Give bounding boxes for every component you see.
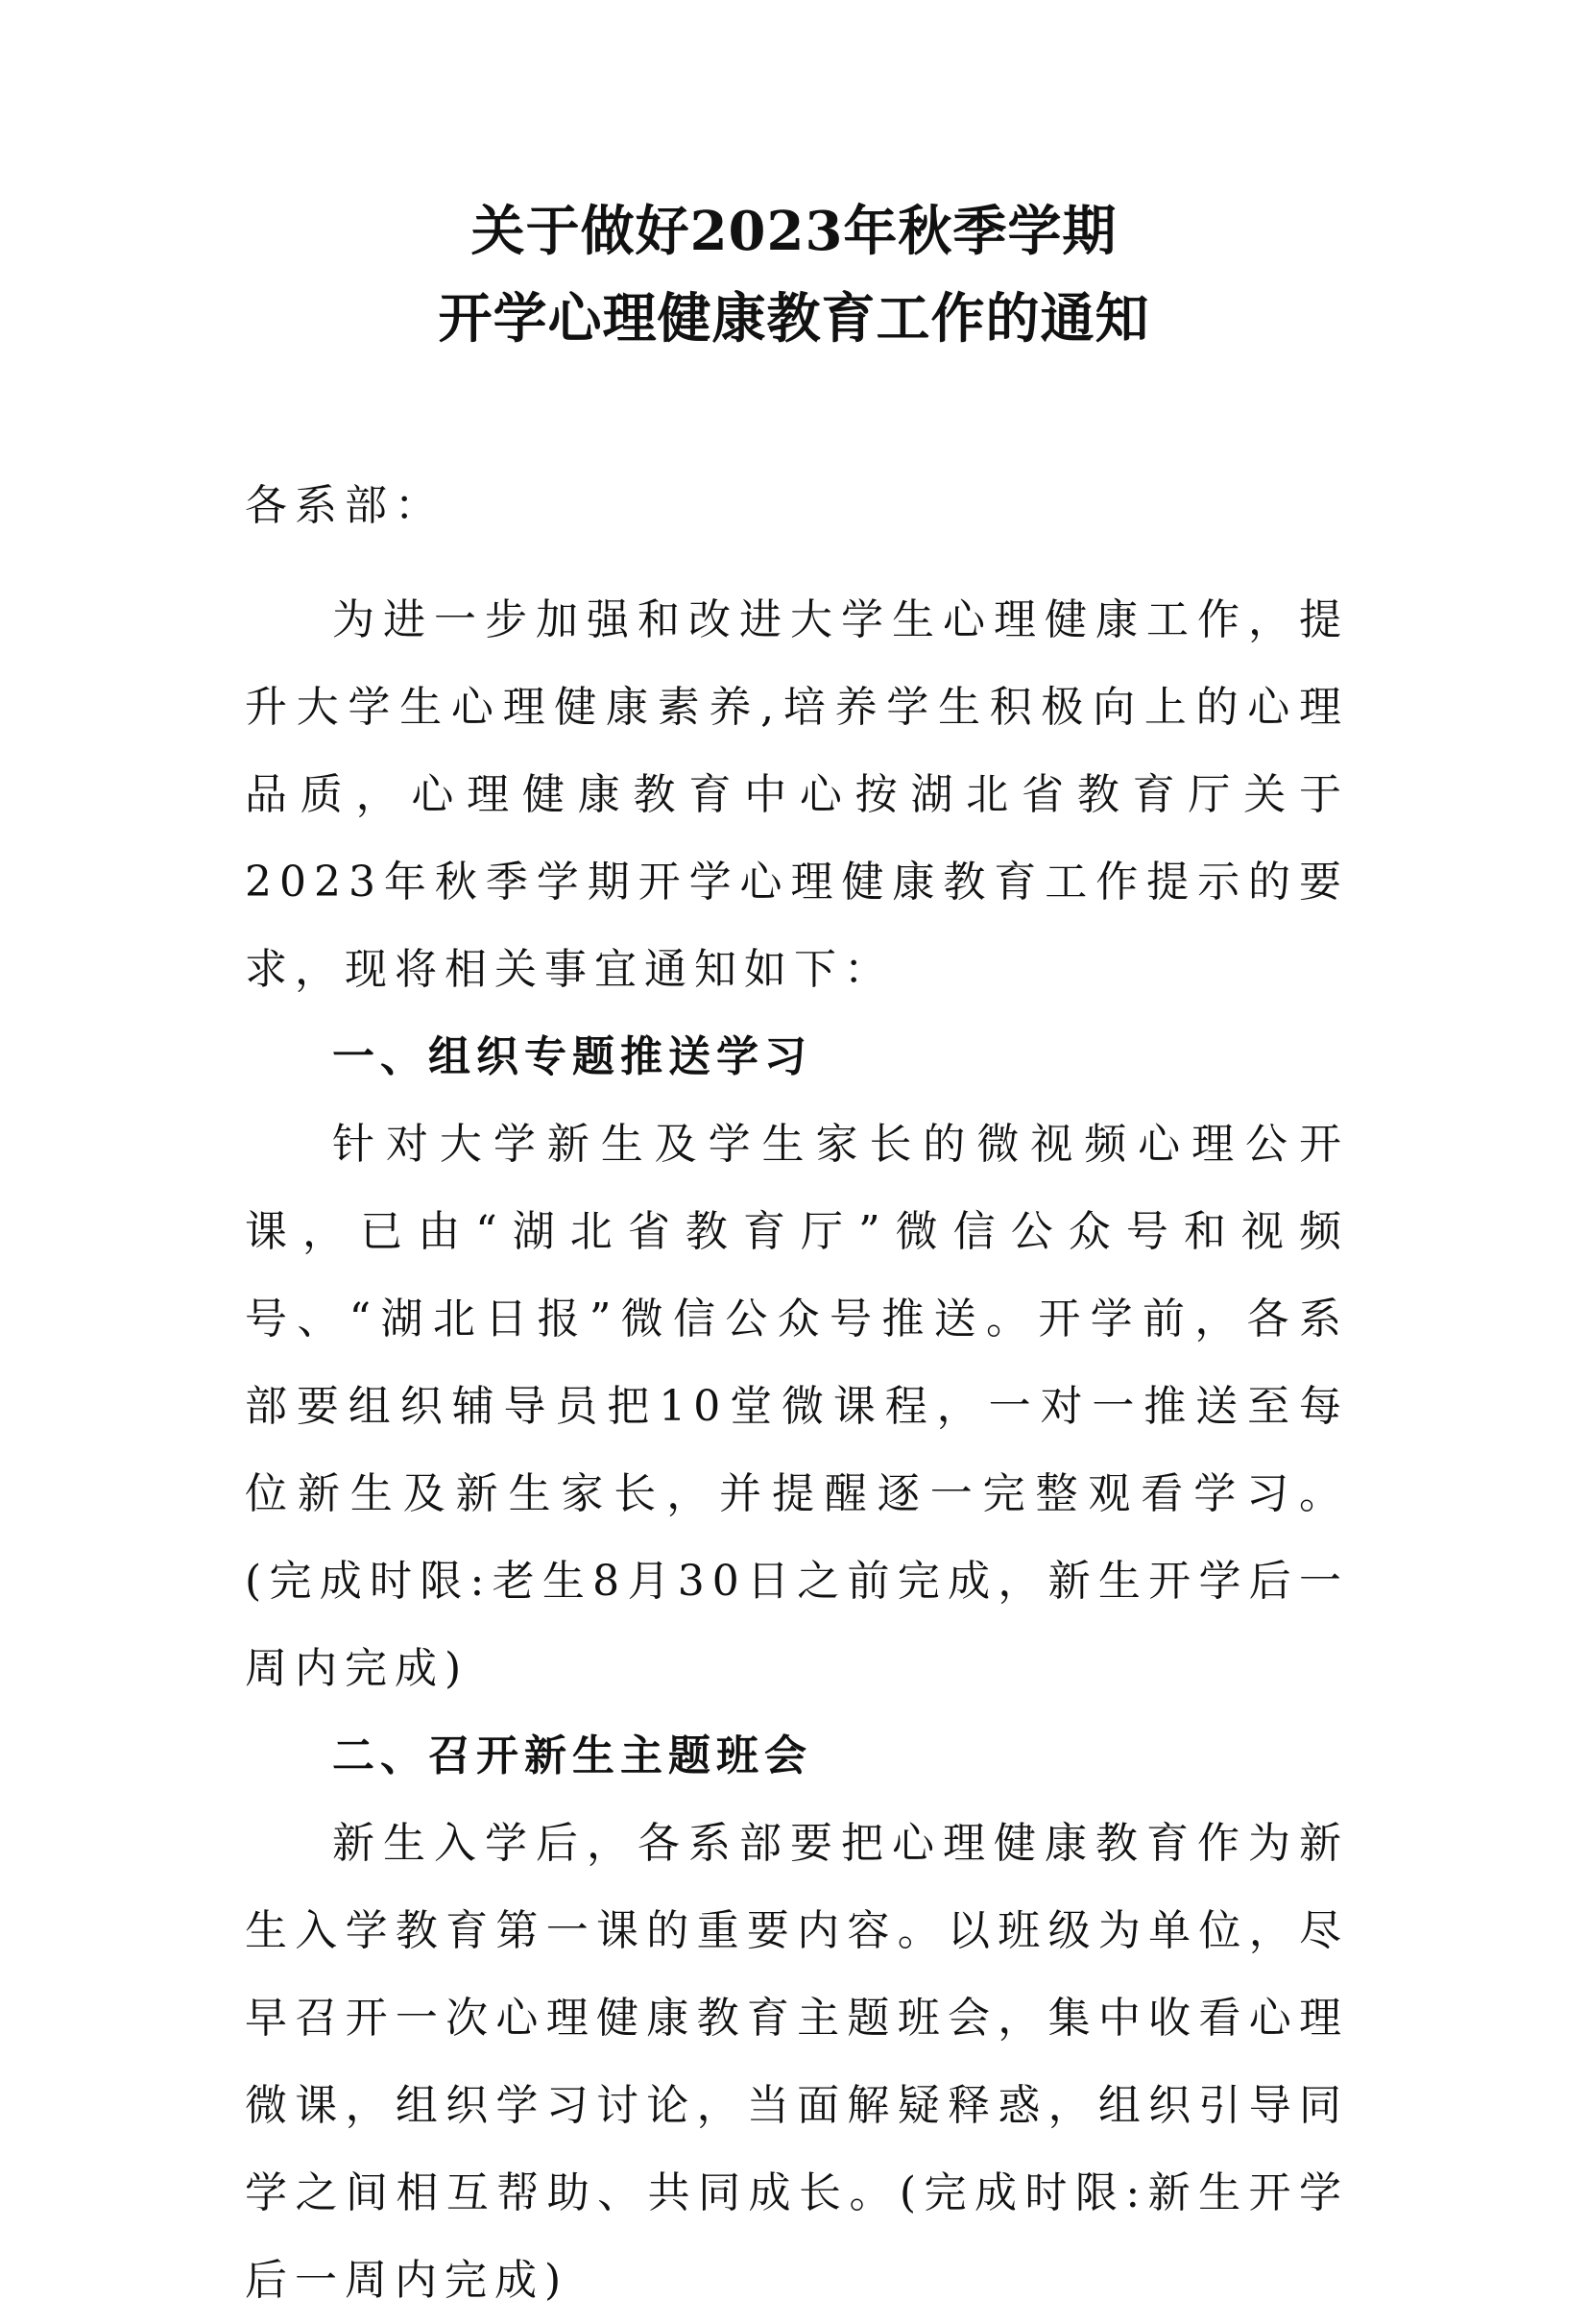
document-title-line-2: 开学心理健康教育工作的通知 <box>438 287 1150 351</box>
document-body <box>245 576 1349 2324</box>
section-1-paragraph: 针对大学新生及学生家长的微视频心理公开课，已由“湖北省教育厅”微信公众号和视频号、“湖北日报”微信公众号推送。开学前，各系部要组织辅导员把10堂微课程，一对一推送至每位新生及新生家长，并提醒逐一完整观看学习。(完成时限:老生8月30日之前完成，新生开学后一周内完成) <box>245 1120 1349 1693</box>
document-title-line-1: 关于做好2023年秋季学期 <box>470 200 1118 263</box>
section-1-heading: 一、组织专题推送学习 <box>332 1032 812 1081</box>
section-2-heading: 二、召开新生主题班会 <box>332 1731 812 1780</box>
intro-paragraph: 为进一步加强和改进大学生心理健康工作，提升大学生心理健康素养,培养学生积极向上的心理品质，心理健康教育中心按湖北省教育厅关于2023年秋季学期开学心理健康教育工作提示的要求，现将相关事宜通知如下： <box>245 595 1349 994</box>
section-2-paragraph: 新生入学后，各系部要把心理健康教育作为新生入学教育第一课的重要内容。以班级为单位，尽早召开一次心理健康教育主题班会，集中收看心理微课，组织学习讨论，当面解疑释惑，组织引导同学之间相互帮助、共同成长。(完成时限:新生开学后一周内完成) <box>245 1819 1349 2305</box>
salutation: 各系部： <box>245 481 445 530</box>
